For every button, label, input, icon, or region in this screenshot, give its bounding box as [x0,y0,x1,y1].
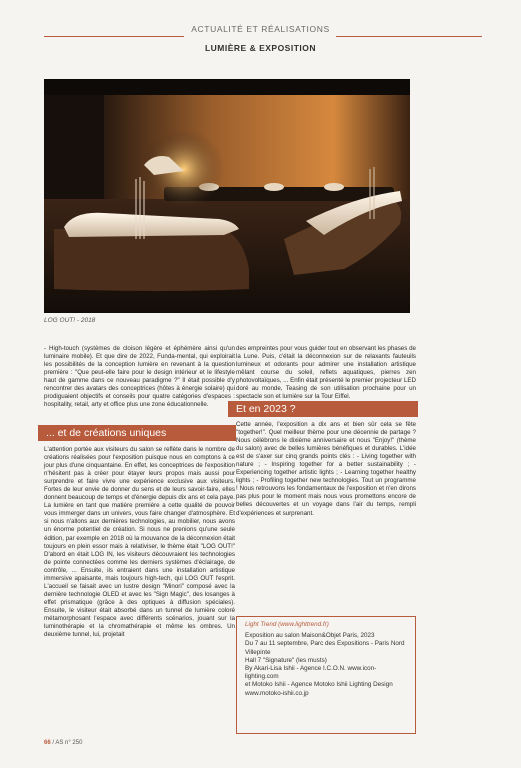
article-paragraph: L'attention portée aux visiteurs du salon se reflète dans le nombre de créations réalisées pour l'exposition puisque nous en comptons à ce jour plus d'une cinquantaine. En effet, les conceptrices de l'exposition n'hésitent pas à créer pour étayer leurs propos mais aussi pour surprendre et faire vivre une expérience exclusive aux visiteurs. Fortes de leur envie de donner du sens et de leurs savoir-faire, elles donnent beaucoup de temps et d'énergie depuis dix ans et cela paye. La lumière en tant que matière première a cette qualité de pouvoir vous immerger dans un univers, vous faire changer d'atmosphère. Et si nous n'allons aux dernières technologies, au mobilier, nous avons un énorme potentiel de création. Si nous ne prenions qu'une seule édition, par exemple en 2018 où la mouvance de la déconnexion était toujours en plein essor mais à relativiser, le thème était "LOG OUT!" D'abord en était LOG IN, les visiteurs découvraient les technologies de pointe connectées comme les derniers systèmes d'éclairage, de contrôle, ... Ensuite, ils entraient dans une installation artistique immersive apaisante, mais toujours high-tech, qui LOG OUT l'esprit. L'accueil se faisait avec un lustre design "Minori" composé avec la dernière technologie OLED et avec les "Sign Magic", des losanges à effet prismatique (grâce à des optiques à diffusion spéciales). Ensuite, le visiteur était absorbé dans un tunnel de lumière coloré métamorphosant l'espace avec différents scénarios, jouant sur la luminothérapie et la chromathérapie et même les ombres. Un deuxième tunnel, lui, projetait [44,446,235,639]
light-trend-line: Exposition au salon Maison&Objet Paris, 2023 [245,632,375,640]
subsection-header: LUMIÈRE & EXPOSITION [204,43,317,53]
light-trend-box [236,616,416,734]
page-number: 66 [44,740,51,746]
section-heading-2023: Et en 2023 ? [228,401,418,417]
header-rule-left [44,36,184,37]
photo-caption: LOG OUT! - 2018 [44,317,96,324]
header-rule-right [336,36,482,37]
exhibition-photo-illustration [44,79,410,313]
light-trend-line: et Motoko Ishii - Agence Motoko Ishii Lighting Design www.motoko-ishii.co.jp [245,681,393,697]
article-column-3 [44,446,235,639]
article-column-1 [44,345,235,409]
article-column-2 [236,345,416,401]
article-paragraph: - High-touch (systèmes de cloison légère et éphémère ainsi qu'un luminaire mobile). Et que dire de 2022, Funda-mental, qui exploirait les possibilités de la conception lumière en revenant à la question première : "Que peut-elle faire pour le design intérieur et le lifestyle haut de gamme dans ce nouveau paradigme ?" Il était possible d'y rencontrer des avatars des conceptrices (hôtes à énergie solaire) qui prodiguaient objectifs et conseils pour quatre catégories d'espaces : hospitality, retail, arty et office plus une zone éducationnelle. [44,345,235,409]
article-column-4 [236,421,416,518]
article-paragraph: des empreintes pour vous guider tout en observant les phases de la Lune. Puis, c'était la déconnexion sur de relaxants fauteuils lumineux et odorants pour admirer une installation artistique mêlant course du soleil, reflets aquatiques, pierres zen photovoltaïques, ... Enfin était présenté le premier projecteur LED doré au monde, Teasing de son utilisation prochaine pour un spectacle son et lumière sur la Tour Eiffel. [236,345,416,401]
article-paragraph: Cette année, l'exposition a dix ans et bien sûr cela se fête "together!". Quel meilleur thème pour une décennie de partage ? Nous célébrons le dixième anniversaire et nous "Enjoy!" (thème du salon) avec de belles lumières bénéfiques et durables. L'idée est de s'axer sur cinq grands points clés : - Living together with nature ; - Inspiring together for a better sustainability ; - Experiencing together artistic lights ; - Learning together healthy lights ; - Profiling together new technologies. Tout un programme ! Nous retrouvons les fondamentaux de l'exposition et n'en dirons pas plus pour le moment mais nous vous promettons encore de belles découvertes et un voyage dans l'air du temps, rempli d'expériences et surprenant. [236,421,416,517]
issue-number: / AS n° 250 [52,740,83,746]
light-trend-line: Du 7 au 11 septembre, Parc des Expositions - Paris Nord Villepinte [245,640,405,656]
light-trend-title: Light Trend (www.lighttrend.fr) [245,621,329,628]
light-trend-line: By Akari-Lisa Ishii - Agence I.C.O.N. www.icon-lighting.com [245,665,377,681]
section-heading-creations: ... et de créations uniques [38,425,236,441]
light-trend-line: Hall 7 "Signature" (les musts) [245,656,327,664]
exhibition-photo [44,79,410,313]
page-footer [44,740,82,746]
section-header: ACTUALITÉ ET RÉALISATIONS [191,24,330,34]
